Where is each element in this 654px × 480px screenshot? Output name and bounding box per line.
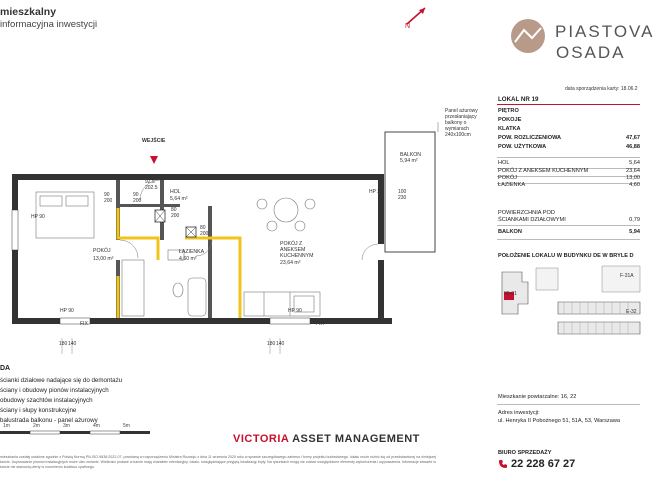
dim-balcony-door-b: 230 (398, 195, 407, 201)
room-hol-label: HOL (498, 160, 510, 166)
row-settlement-area-label: POW. ROZLICZENIOWA (498, 135, 562, 141)
room-living-kitchen-value: 23,64 (626, 168, 640, 174)
legend-item-risers: ściany i obudowy pionów instalacyjnych (0, 387, 109, 394)
svg-text:N: N (405, 23, 411, 30)
dim-bottom-a1: 180 (59, 341, 68, 347)
card-date: data sporządzenia karty: 18.06.2 (565, 86, 638, 92)
brand-name-line1: PIASTOVA (555, 22, 654, 41)
dim-hp-right: HP 3 (369, 189, 381, 195)
header-title: mieszkalny (0, 6, 57, 18)
lazienka-room-name: ŁAZIENKA (179, 249, 205, 255)
panel-note-1: Panel ażurowy (445, 108, 478, 114)
dim-entry-a: 92.5 (145, 179, 155, 185)
location-title: POŁOŻENIE LOKALU W BUDYNKU DE W BRYLE D (498, 253, 634, 259)
dim-door-2b: 200 (133, 198, 142, 204)
pokoj-room-area: 13,00 m² (93, 256, 114, 262)
hol-room-name: HOL (170, 189, 181, 195)
header-subtitle: informacyjna inwestycji (0, 19, 98, 30)
north-arrow-icon (405, 6, 429, 28)
dim-hp-bottom-right: HP 90 (288, 308, 302, 314)
row-rooms-label: POKOJE (498, 117, 522, 123)
repeat-apartments: Mieszkanie powtarzalne: 16, 22 (498, 394, 577, 400)
partition-value: 0,79 (629, 217, 640, 223)
scale-label-4: 4m (93, 423, 100, 429)
room-hol-value: 5,64 (629, 160, 640, 166)
legend-item-structural: ściany i słupy konstrukcyjne (0, 407, 77, 414)
dim-bottom-a2: 140 (68, 341, 77, 347)
divider (497, 239, 640, 240)
site-label-2: F-31A (620, 273, 634, 279)
address-label: Adres inwestycji: (498, 410, 540, 416)
divider (497, 104, 640, 105)
hol-room-area: 5,64 m² (170, 196, 188, 202)
legend-item-shafts: obudowy szachtów instalacyjnych (0, 397, 93, 404)
dim-bottom-b1: 180 (267, 341, 276, 347)
room-bathroom-label: ŁAZIENKA (498, 182, 526, 188)
floor-plan (0, 100, 440, 355)
dim-door-1a: 90 (104, 192, 110, 198)
aneks-room-name-2: ANEKSEM (280, 247, 306, 253)
site-label-1: 00-01 (504, 291, 517, 297)
aneks-room-name-1: POKÓJ Z (280, 241, 303, 247)
scale-bar (0, 430, 150, 436)
phone-icon (498, 459, 508, 469)
panel-note-4: wymiarach (445, 126, 469, 132)
partition-label-1: POWIERZCHNIA POD (498, 210, 555, 216)
room-bathroom-value: 4,60 (629, 182, 640, 188)
dim-fix-1: FIX (80, 321, 88, 327)
balkon-room-area: 5,94 m² (400, 158, 418, 164)
panel-note-5: 240x100cm (445, 132, 471, 138)
row-usable-area-label: POW. UŻYTKOWA (498, 144, 547, 150)
divider (497, 225, 640, 226)
divider (497, 404, 640, 405)
legend-title: DA (0, 365, 11, 372)
brand-name-line2: OSADA (556, 43, 626, 62)
partition-label-2: ŚCIANKAMI DZIAŁOWYMI (498, 217, 566, 223)
disclaimer-text: mieszkania zostały ustalone zgodnie z Polską Normą PN-ISO-9836:2022-07, powołaną w rozporządzeniu Ministra Rozwoju z dnia 11 września 2020 roku w sprawie szczegółowego zakresu i formy projektu budowlanego. lokalu może różnić się od przedstawionej na niniejszej karcie. Usytuowanie pionów instalacyjnych może ulec zmianie. Wielkości podane w karcie mają charakter orientacyjny. lokalu. uwzględniające przyjętą lokalizację bryły. Na rysunkach mogą nie zostać uwzględnione elementy wykończenia i wyposażenia. Informacje zawarte w karcie nie stanowią oferty w rozumieniu kodeksu cywilnego. (0, 455, 436, 469)
legend-item-partition: ścianki działowe nadające się do demontażu (0, 377, 123, 384)
divider (497, 157, 640, 158)
aneks-room-name-3: KUCHENNYM (280, 253, 314, 259)
unit-title: LOKAL NR 19 (498, 96, 539, 103)
dim-door-4a: 80 (200, 225, 206, 231)
panel-note-2: przesłaniający (445, 114, 477, 120)
aneks-room-area: 23,64 m² (280, 260, 301, 266)
dim-door-3b: 200 (171, 213, 180, 219)
dim-door-4b: 200 (200, 231, 209, 237)
panel-note-3: balkony o (445, 120, 467, 126)
row-settlement-area-value: 47,67 (626, 135, 640, 141)
scale-label-3: 3m (63, 423, 70, 429)
company-name-part2: ASSET MANAGEMENT (292, 433, 420, 445)
scale-label-5: 5m (123, 423, 130, 429)
scale-label-2: 2m (33, 423, 40, 429)
dim-door-3a: 80 (171, 207, 177, 213)
sales-phone[interactable]: 22 228 67 27 (511, 458, 576, 470)
site-label-3: E-32 (626, 309, 637, 315)
room-pokoj-value: 13,00 (626, 175, 640, 181)
dim-fix-2: FIX (316, 321, 324, 327)
dim-hp-left: HP 90 (31, 214, 45, 220)
location-site-plan (498, 262, 640, 340)
dim-bottom-b2: 140 (276, 341, 285, 347)
pokoj-room-name: POKÓJ (93, 248, 111, 254)
dim-door-2a: 90 (133, 192, 139, 198)
lazienka-room-area: 4,60 m² (179, 256, 197, 262)
dim-door-1b: 200 (104, 198, 113, 204)
legend-item-balustrade: balustrada balkonu - panel ażurowy (0, 417, 98, 424)
room-pokoj-label: POKÓJ (498, 175, 517, 181)
company-logo (233, 433, 420, 445)
balkon-room-name: BALKON (400, 152, 422, 158)
dim-entry-b: 202.5 (145, 185, 158, 191)
company-name-part1: VICTORIA (233, 433, 289, 445)
dim-balcony-door-a: 100 (398, 189, 407, 195)
brand-logo-icon (508, 16, 548, 56)
balcony-value: 5,94 (629, 229, 640, 235)
balcony-label: BALKON (498, 229, 522, 235)
row-floor-label: PIĘTRO (498, 108, 519, 114)
row-usable-area-value: 46,88 (626, 144, 640, 150)
row-staircase-label: KLATKA (498, 126, 521, 132)
room-living-kitchen-label: POKÓJ Z ANEKSEM KUCHENNYM (498, 168, 589, 174)
entrance-label: WEJŚCIE (142, 138, 166, 144)
address-value: ul. Henryka II Pobożnego 51, 51A, 53, Warszawa (498, 418, 620, 424)
dim-hp-bottom-left: HP 90 (60, 308, 74, 314)
scale-label-1: 1m (3, 423, 10, 429)
sales-label: BIURO SPRZEDAŻY (498, 450, 552, 456)
